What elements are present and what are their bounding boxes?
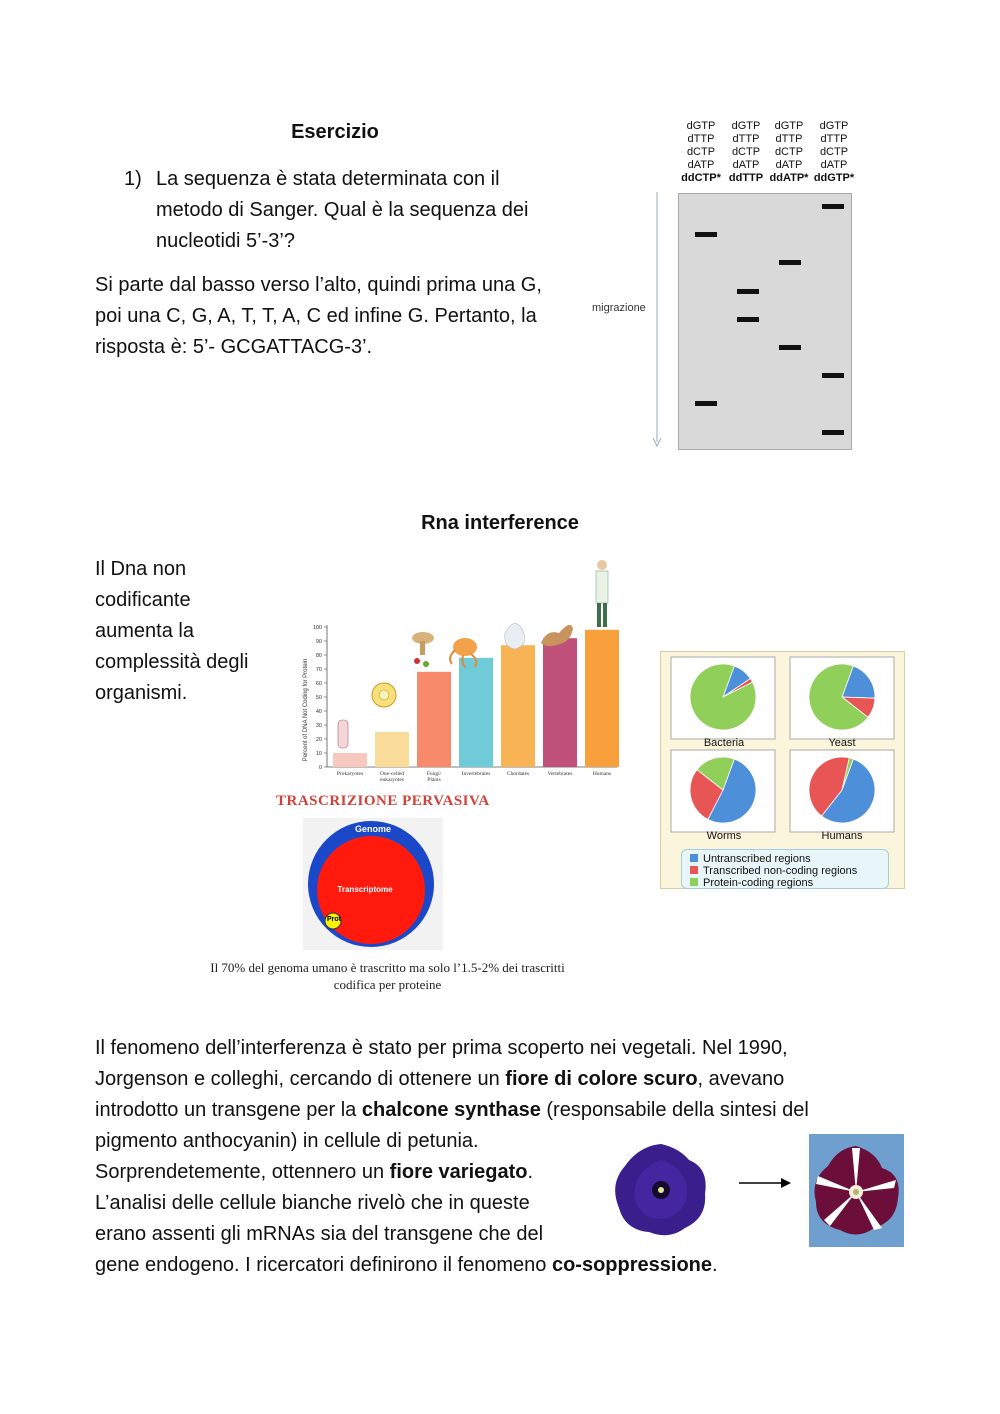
pervasive-caption: Il 70% del genoma umano è trascritto ma solo l’1.5-2% dei trascritti codifica per proteine — [210, 960, 565, 992]
migration-arrow — [650, 190, 664, 448]
legend-transcribed-noncoding: Transcribed non-coding regions — [690, 865, 857, 877]
pie-legend — [681, 849, 889, 889]
bar-y-tick: 70 — [315, 667, 322, 673]
gel-band — [779, 345, 801, 350]
bar-y-tick: 30 — [315, 723, 322, 729]
arrow-icon — [737, 1176, 793, 1190]
variegated-petunia-image — [809, 1134, 904, 1247]
legend-untranscribed: Untranscribed regions — [690, 853, 811, 865]
gel-col-3: dGTP dTTP dCTP dATP ddATP* — [769, 120, 809, 184]
gel-band — [695, 232, 717, 237]
legend-protein-coding: Protein-coding regions — [690, 877, 813, 889]
transcriptome-label: Transcriptome — [337, 885, 393, 894]
bar-y-tick: 50 — [315, 695, 322, 701]
co-suppression-paragraph: Il fenomeno dell’interferenza è stato per prima scoperto nei vegetali. Nel 1990, Jorgenson e colleghi, cercando di ottenere un fiore di colore scuro, avevano introdotto un transgene per la chalcone synthase (responsabile della sintesi del pigmento anthocyanin) in cellule di petunia. Sorprendetemente, ottennero un fiore variegato. L’analisi delle cellule bianche rivelò che in queste erano assenti gli mRNAs sia del transgene che del gene endogeno. I ricercatori definirono il fenomeno co-soppressione. — [95, 1037, 809, 1276]
bar-category-label: Vertebrates — [547, 771, 573, 777]
exercise-title: Esercizio — [291, 121, 379, 143]
question-number: 1) — [124, 168, 142, 190]
gel-band — [695, 401, 717, 406]
gel-band — [779, 260, 801, 265]
bar — [501, 645, 535, 767]
noncoding-bar-chart — [295, 555, 625, 795]
bar — [459, 658, 493, 767]
bar-y-tick: 20 — [315, 737, 322, 743]
migration-label: migrazione — [592, 302, 646, 314]
pie-label-humans: Humans — [821, 830, 863, 842]
bar-category-label: Invertebrates — [461, 771, 491, 777]
gel-col-4: dGTP dTTP dCTP dATP ddGTP* — [813, 120, 855, 184]
bar-y-tick: 60 — [315, 681, 322, 687]
bar-category-label: Humans — [592, 771, 612, 777]
bar-y-tick: 90 — [315, 639, 322, 645]
gel-band — [822, 204, 844, 209]
gel-col-1: dGTP dTTP dCTP dATP ddCTP* — [681, 120, 721, 184]
bar-y-tick: 40 — [315, 709, 322, 715]
pie-panel — [660, 651, 905, 889]
bar-category-label: Prokaryotes — [336, 771, 364, 777]
dark-petunia-image — [607, 1140, 715, 1240]
bar-y-tick: 0 — [318, 765, 322, 771]
bar-category-label: One-celled eukaryotes — [379, 771, 405, 783]
bar — [417, 672, 451, 767]
bar — [333, 753, 367, 767]
bar-category-label: Fungi/ Plants — [426, 771, 442, 783]
bar-y-tick: 100 — [312, 625, 322, 631]
gel-band — [737, 317, 759, 322]
bar — [543, 638, 577, 767]
prot-label: Prot — [327, 916, 341, 923]
gel-band — [822, 430, 844, 435]
bar — [375, 732, 409, 767]
pervasive-title: TRASCRIZIONE PERVASIVA — [276, 793, 490, 809]
gel — [678, 193, 852, 450]
bar — [585, 630, 619, 767]
question-text: La sequenza è stata determinata con il metodo di Sanger. Qual è la sequenza dei nucleotidi 5’-3’? — [156, 168, 529, 252]
bar-category-label: Chordates — [506, 771, 530, 777]
rnai-intro: Il Dna non codificante aumenta la complessità degli organismi. — [95, 558, 249, 704]
gel-col-2: dGTP dTTP dCTP dATP ddTTP — [728, 120, 764, 184]
pie-label-worms: Worms — [706, 830, 742, 842]
answer-text: Si parte dal basso verso l’alto, quindi prima una G, poi una C, G, A, T, T, A, C ed infine G. Pertanto, la risposta è: 5’- GCGATTACG-3’. — [95, 274, 542, 358]
gel-band — [822, 373, 844, 378]
pie-label-yeast: Yeast — [828, 737, 856, 749]
bar-y-tick: 80 — [315, 653, 322, 659]
bar-chart-ylabel: Percent of DNA Not Coding for Protein — [303, 658, 309, 762]
genome-label: Genome — [354, 824, 391, 834]
pie-label-bacteria: Bacteria — [703, 737, 745, 749]
rnai-title: Rna interference — [421, 512, 579, 534]
bar-y-tick: 10 — [315, 751, 322, 757]
genome-diagram — [303, 818, 443, 950]
gel-band — [737, 289, 759, 294]
